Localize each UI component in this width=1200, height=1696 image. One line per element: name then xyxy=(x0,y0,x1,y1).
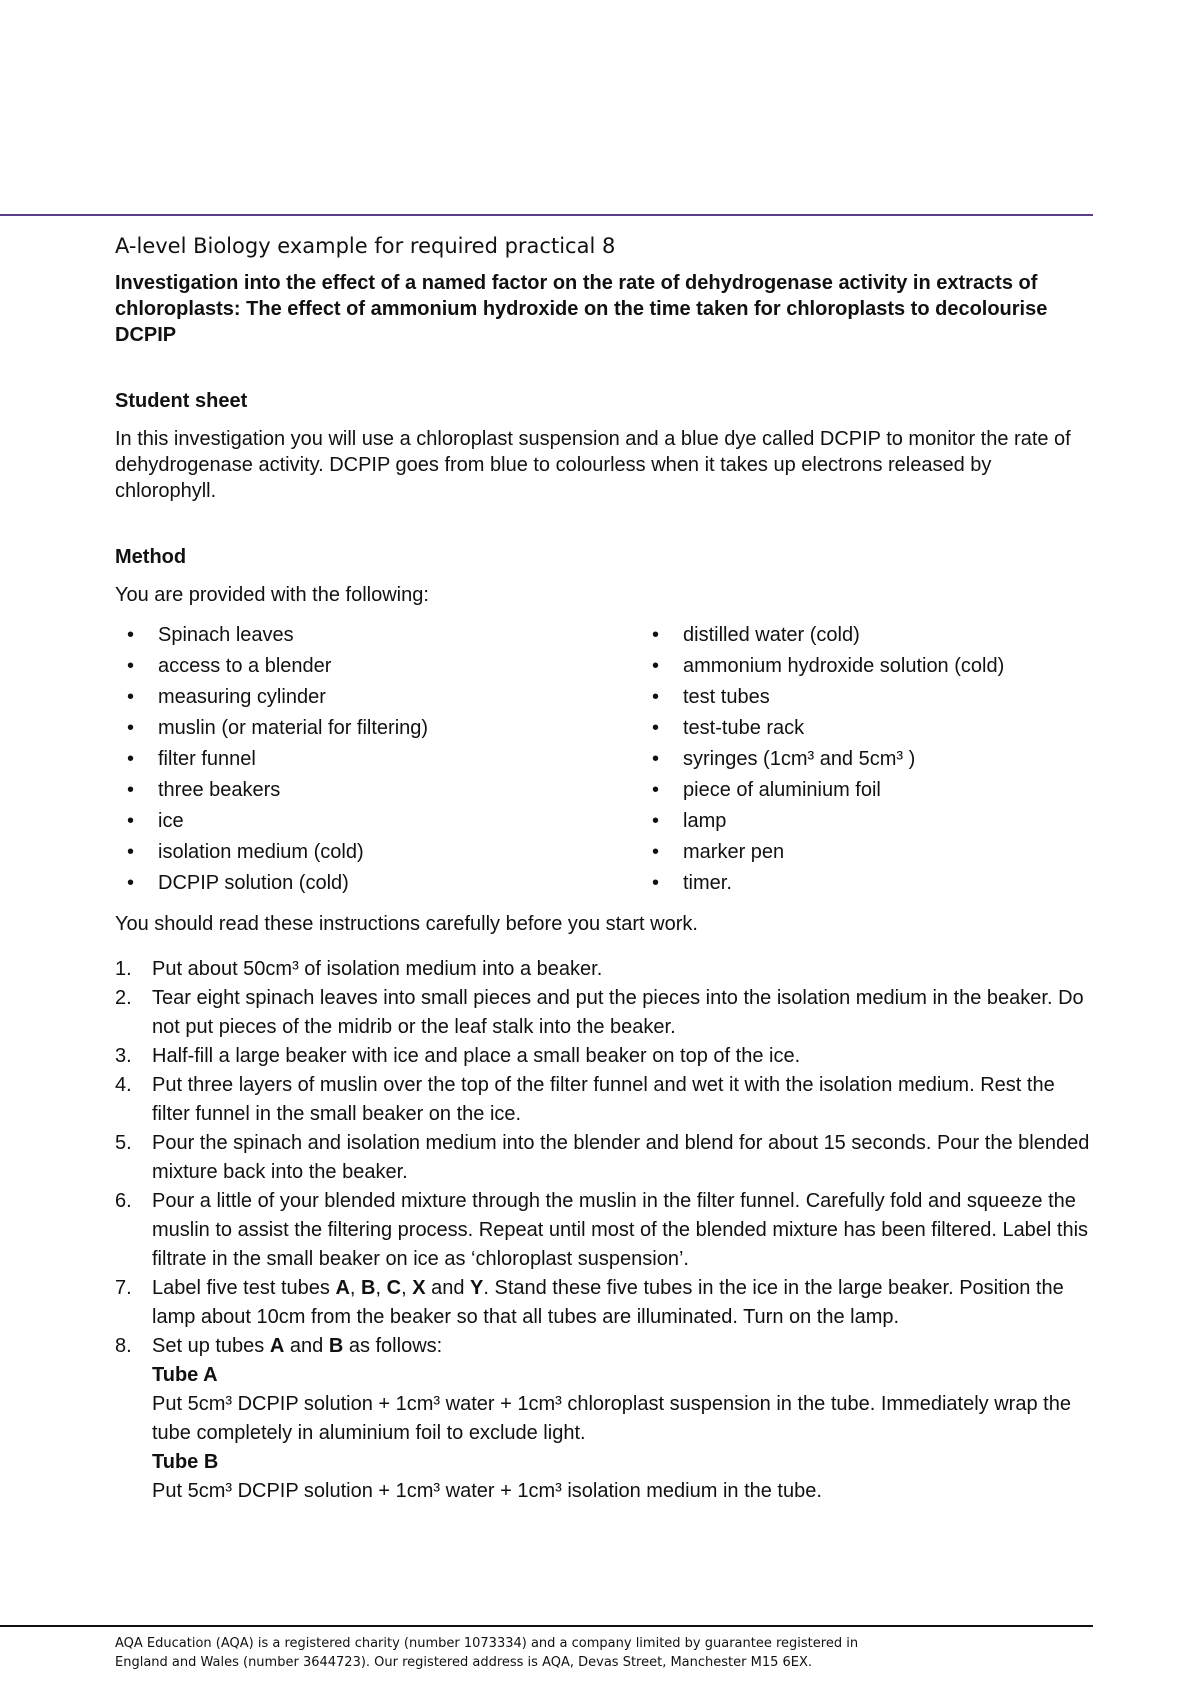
step-text: Label five test tubes xyxy=(152,1277,336,1299)
step-number: 7. xyxy=(115,1277,132,1299)
method-step xyxy=(115,1129,1095,1187)
footer-line: England and Wales (number 3644723). Our registered address is AQA, Devas Street, Manchester M15 6EX. xyxy=(115,1655,813,1670)
step-text: and xyxy=(284,1335,329,1357)
list-item: • test-tube rack xyxy=(640,713,1004,744)
step-number: 8. xyxy=(115,1335,132,1357)
step-number: 6. xyxy=(115,1190,132,1212)
document-header-title: A-level Biology example for required practical 8 xyxy=(115,234,616,258)
step-text: Put three layers of muslin over the top of the filter funnel and wet it with the isolation medium. Rest the filter funnel in the small beaker on the ice. xyxy=(152,1074,1055,1125)
list-item: • muslin (or material for filtering) xyxy=(115,713,640,744)
step-text: Put about 50cm³ of isolation medium into a beaker. xyxy=(152,958,603,980)
method-step xyxy=(115,1274,1095,1332)
list-item: • access to a blender xyxy=(115,651,640,682)
provided-intro: You are provided with the following: xyxy=(115,584,429,606)
list-item: • isolation medium (cold) xyxy=(115,837,640,868)
student-sheet-intro: In this investigation you will use a chloroplast suspension and a blue dye called DCPIP to monitor the rate of dehydrogenase activity. DCPIP goes from blue to colourless when it takes up electrons released by chlorophyll. xyxy=(115,428,1071,502)
step-text: Set up tubes xyxy=(152,1335,270,1357)
step-number: 3. xyxy=(115,1045,132,1067)
tube-a-label: Tube A xyxy=(152,1364,218,1386)
method-step xyxy=(115,955,1095,984)
step-text: , xyxy=(375,1277,387,1299)
materials-list xyxy=(115,620,1095,899)
step-text: Tear eight spinach leaves into small pieces and put the pieces into the isolation medium in the beaker. Do not put pieces of the midrib or the leaf stalk into the beaker. xyxy=(152,987,1084,1038)
tube-letter: X xyxy=(412,1277,426,1299)
tube-b-text: Put 5cm³ DCPIP solution + 1cm³ water + 1cm³ isolation medium in the tube. xyxy=(152,1480,822,1502)
step-number: 4. xyxy=(115,1074,132,1096)
tube-letter: Y xyxy=(470,1277,484,1299)
list-item: • ammonium hydroxide solution (cold) xyxy=(640,651,1004,682)
step-text: . Stand these five tubes in the ice in the large beaker. Position the lamp about 10cm from the beaker so that all tubes are illuminated. Turn on the lamp. xyxy=(152,1277,1064,1328)
header-divider xyxy=(0,214,1093,216)
tube-letter: A xyxy=(335,1277,350,1299)
tube-letter: A xyxy=(269,1335,285,1357)
list-item: • distilled water (cold) xyxy=(640,620,1004,651)
method-step xyxy=(115,984,1095,1042)
list-item: • measuring cylinder xyxy=(115,682,640,713)
read-instructions-note: You should read these instructions carefully before you start work. xyxy=(115,913,698,935)
tube-letter: B xyxy=(361,1277,376,1299)
list-item: • Spinach leaves xyxy=(115,620,640,651)
main-title: Investigation into the effect of a named factor on the rate of dehydrogenase activity in extracts of chloroplasts: The effect of ammonium hydroxide on the time taken for chloroplasts to decolourise DCPIP xyxy=(115,272,1048,346)
step-number: 1. xyxy=(115,958,132,980)
list-item: • ice xyxy=(115,806,640,837)
method-step xyxy=(115,1187,1095,1274)
tube-b-label: Tube B xyxy=(152,1451,219,1473)
step-text: as follows: xyxy=(343,1335,443,1357)
footer-line: AQA Education (AQA) is a registered charity (number 1073334) and a company limited by guarantee registered in xyxy=(115,1636,859,1651)
materials-left-column xyxy=(115,620,640,899)
step-text: and xyxy=(425,1277,471,1299)
method-steps xyxy=(115,955,1095,1506)
list-item: • marker pen xyxy=(640,837,1004,868)
tube-letter: C xyxy=(386,1277,402,1299)
step-text: , xyxy=(349,1277,362,1299)
list-item: • lamp xyxy=(640,806,1004,837)
step-text: Half-fill a large beaker with ice and place a small beaker on top of the ice. xyxy=(152,1045,801,1067)
step-number: 2. xyxy=(115,987,132,1009)
step-text: , xyxy=(401,1277,413,1299)
list-item: • DCPIP solution (cold) xyxy=(115,868,640,899)
student-sheet-heading: Student sheet xyxy=(115,390,248,412)
materials-right-column xyxy=(640,620,1004,899)
method-step xyxy=(115,1042,1095,1071)
document-body xyxy=(115,232,1095,1506)
list-item: • timer. xyxy=(640,868,1004,899)
method-heading: Method xyxy=(115,546,187,568)
footer xyxy=(115,1634,858,1672)
method-step xyxy=(115,1071,1095,1129)
footer-divider xyxy=(0,1625,1093,1627)
list-item: • three beakers xyxy=(115,775,640,806)
list-item: • syringes (1cm³ and 5cm³ ) xyxy=(640,744,1004,775)
step-text: Pour the spinach and isolation medium into the blender and blend for about 15 seconds. Pour the blended mixture back into the beaker. xyxy=(152,1132,1090,1183)
tube-a-text: Put 5cm³ DCPIP solution + 1cm³ water + 1cm³ chloroplast suspension in the tube. Immediately wrap the tube completely in aluminium foil to exclude light. xyxy=(152,1393,1071,1444)
list-item: • test tubes xyxy=(640,682,1004,713)
list-item: • filter funnel xyxy=(115,744,640,775)
list-item: • piece of aluminium foil xyxy=(640,775,1004,806)
step-text: Pour a little of your blended mixture through the muslin in the filter funnel. Carefully fold and squeeze the muslin to assist the filtering process. Repeat until most of the blended mixture has been filtered. Label this filtrate in the small beaker on ice as ‘chloroplast suspension’. xyxy=(152,1190,1089,1270)
step-number: 5. xyxy=(115,1132,132,1154)
tube-letter: B xyxy=(328,1335,344,1357)
method-step xyxy=(115,1332,1095,1506)
